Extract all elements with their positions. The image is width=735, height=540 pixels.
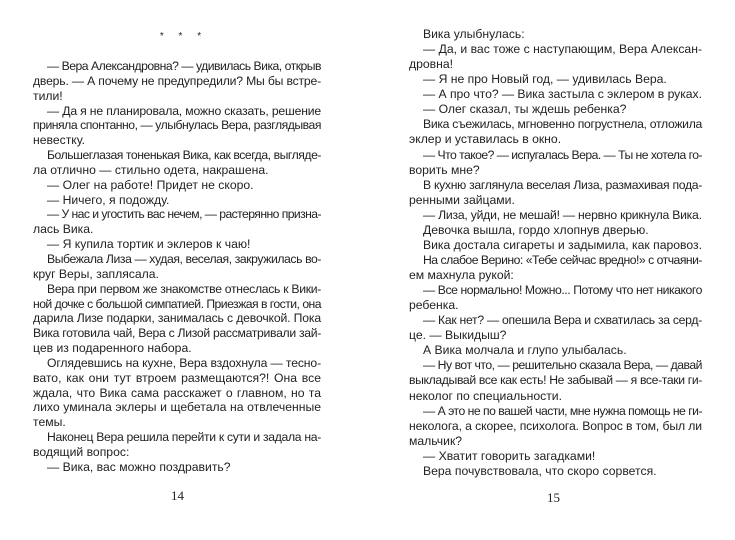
text-line-wrap bbox=[409, 42, 702, 57]
text-line: Вика улыбнулась: bbox=[423, 27, 525, 41]
text-line: дверь. — А почему не предупредили? Мы бы встре- bbox=[33, 73, 321, 88]
text-line-wrap bbox=[409, 72, 702, 87]
text-line-wrap bbox=[409, 389, 702, 404]
text-line-wrap bbox=[409, 358, 702, 373]
text-line: На слабое Верино: «Тебе сейчас вредно!» с отчаяни- bbox=[423, 252, 702, 267]
text-line: — А это не по вашей части, мне нужна помощь не ги- bbox=[423, 403, 702, 418]
paragraph bbox=[409, 87, 702, 102]
text-line-wrap bbox=[33, 59, 321, 74]
paragraph bbox=[409, 208, 702, 223]
text-line: — Хватит говорить загадками! bbox=[423, 448, 596, 463]
text-line-wrap bbox=[409, 373, 702, 388]
paragraph bbox=[33, 430, 321, 460]
paragraph bbox=[409, 358, 702, 403]
text-line-wrap bbox=[33, 222, 321, 237]
paragraph bbox=[409, 178, 702, 208]
text-line-wrap bbox=[409, 27, 702, 42]
text-line-wrap bbox=[409, 298, 702, 313]
text-line-wrap bbox=[409, 253, 702, 268]
right-page bbox=[367, 0, 735, 540]
paragraph bbox=[409, 72, 702, 87]
text-line-wrap bbox=[33, 356, 321, 371]
text-line-wrap bbox=[33, 178, 321, 193]
text-line: В кухню заглянула веселая Лиза, размахивая пода- bbox=[423, 177, 702, 192]
text-line: ла отлично — стильно одета, накрашена. bbox=[33, 162, 269, 177]
text-line: Девочка вышла, гордо хлопнув дверью. bbox=[423, 222, 649, 237]
text-line: — Я не про Новый год, — удивилась Вера. bbox=[423, 72, 667, 87]
text-line: — Олег на работе! Придет не скоро. bbox=[47, 177, 254, 192]
paragraph bbox=[409, 102, 702, 117]
text-line: — Что такое? — испугалась Вера. — Ты не хотела го- bbox=[423, 147, 702, 162]
text-line-wrap bbox=[33, 207, 321, 222]
text-line-wrap bbox=[409, 449, 702, 464]
page-number: 15 bbox=[547, 490, 560, 505]
paragraph bbox=[409, 238, 702, 253]
text-line: вато, как они тут втроем размещаются?! Она все bbox=[33, 370, 321, 385]
text-line: це. — Выкидыш? bbox=[409, 328, 507, 343]
paragraph bbox=[33, 252, 321, 282]
text-line-wrap bbox=[33, 282, 321, 297]
text-line: цев из подаренного набора. bbox=[33, 341, 192, 356]
text-line: Вера почувствовала, что скоро сорвется. bbox=[423, 463, 657, 478]
text-line-wrap bbox=[33, 311, 321, 326]
text-line-wrap bbox=[409, 178, 702, 193]
text-line-wrap bbox=[409, 464, 702, 479]
paragraph bbox=[33, 282, 321, 356]
text-line-wrap bbox=[33, 148, 321, 163]
text-line: эклер и уставилась в окно. bbox=[409, 132, 562, 147]
left-page bbox=[0, 0, 367, 540]
text-line: — Как нет? — опешила Вера и схватилась за серд- bbox=[423, 313, 702, 328]
text-line-wrap bbox=[409, 148, 702, 163]
text-line: — Все нормально! Можно... Потому что нет никакого bbox=[423, 283, 702, 298]
page-number: 14 bbox=[171, 488, 184, 503]
paragraph bbox=[409, 313, 702, 343]
text-line-wrap bbox=[409, 268, 702, 283]
paragraph bbox=[33, 104, 321, 149]
text-line: Вика готовила чай, Вера с Лизой рассматривали зай- bbox=[33, 326, 321, 341]
text-line-wrap bbox=[33, 163, 321, 178]
text-line-wrap bbox=[409, 238, 702, 253]
right-page-text bbox=[409, 27, 702, 479]
text-line-wrap bbox=[33, 445, 321, 460]
text-line: мальчик? bbox=[409, 433, 463, 448]
text-line-wrap bbox=[33, 326, 321, 341]
text-line-wrap bbox=[409, 193, 702, 208]
text-line-wrap bbox=[33, 400, 321, 415]
text-line-wrap bbox=[33, 74, 321, 89]
text-line-wrap bbox=[33, 193, 321, 208]
text-line: Вика достала сигареты и задымила, как паровоз. bbox=[423, 237, 702, 252]
text-line-wrap bbox=[33, 252, 321, 267]
text-line: — Олег сказал, ты ждешь ребенка? bbox=[423, 102, 627, 117]
text-line-wrap bbox=[409, 57, 702, 72]
text-line: ем махнула рукой: bbox=[409, 268, 514, 282]
paragraph bbox=[33, 207, 321, 237]
text-line-wrap bbox=[409, 87, 702, 102]
text-line: Наконец Вера решила перейти к сути и задала на- bbox=[47, 430, 321, 445]
text-line: — Да, и вас тоже с наступающим, Вера Алексан- bbox=[423, 42, 702, 57]
text-line-wrap bbox=[409, 434, 702, 449]
text-line: — Ну вот что, — решительно сказала Вера, — давай bbox=[423, 358, 702, 373]
text-line-wrap bbox=[409, 117, 702, 132]
text-line: ной дочке с большой симпатией. Приезжая в гости, она bbox=[33, 296, 321, 311]
text-line: — У нас и угостить вас нечем, — растерянно призна- bbox=[47, 207, 321, 222]
section-separator: * * * bbox=[159, 31, 208, 42]
text-line-wrap bbox=[409, 102, 702, 117]
text-line: — Да я не планировала, можно сказать, решение bbox=[47, 103, 321, 118]
text-line: — А про что? — Вика застыла с эклером в руках. bbox=[423, 87, 702, 102]
text-line: выкладывай все как есть! Не забывай — я все-таки ги- bbox=[409, 373, 702, 388]
text-line-wrap bbox=[33, 104, 321, 119]
text-line-wrap bbox=[409, 404, 702, 419]
text-line-wrap bbox=[33, 267, 321, 282]
text-line: — Лиза, уйди, не мешай! — нервно крикнула Вика. bbox=[423, 207, 702, 222]
text-line: приняла спонтанно, — улыбнулась Вера, разглядывая bbox=[33, 118, 321, 133]
paragraph bbox=[409, 117, 702, 147]
text-line: неколога, а скорее, психолога. Вопрос в том, был ли bbox=[409, 418, 702, 433]
text-line: неколог по специальности. bbox=[409, 388, 562, 403]
paragraph bbox=[409, 449, 702, 464]
paragraph bbox=[409, 343, 702, 358]
text-line: тили! bbox=[33, 88, 63, 103]
text-line: ренными зайцами. bbox=[409, 192, 515, 207]
paragraph bbox=[33, 237, 321, 252]
text-line: дарила Лизе подарки, занималась с девочкой. Пока bbox=[33, 311, 321, 326]
text-line: ворить мне? bbox=[409, 162, 480, 177]
text-line-wrap bbox=[33, 430, 321, 445]
text-line-wrap bbox=[409, 419, 702, 434]
text-line: ждала, что Вика сама расскажет о главном, но та bbox=[33, 385, 321, 400]
paragraph bbox=[409, 42, 702, 72]
text-line-wrap bbox=[33, 297, 321, 312]
left-page-text bbox=[33, 59, 321, 475]
text-line-wrap bbox=[409, 283, 702, 298]
text-line-wrap bbox=[33, 133, 321, 148]
text-line-wrap bbox=[33, 118, 321, 133]
text-line: — Вика, вас можно поздравить? bbox=[47, 459, 231, 474]
text-line: невестку. bbox=[33, 133, 86, 148]
paragraph bbox=[33, 460, 321, 475]
text-line-wrap bbox=[409, 328, 702, 343]
text-line-wrap bbox=[409, 208, 702, 223]
text-line: — Ничего, я подожду. bbox=[47, 192, 170, 207]
text-line: Выбежала Лиза — худая, веселая, закружилась во- bbox=[47, 251, 321, 266]
text-line: — Вера Александровна? — удивилась Вика, открыв bbox=[47, 59, 321, 73]
text-line-wrap bbox=[33, 237, 321, 252]
text-line: Большеглазая тоненькая Вика, как всегда, выгляде- bbox=[47, 148, 321, 163]
text-line-wrap bbox=[409, 343, 702, 358]
text-line-wrap bbox=[33, 386, 321, 401]
text-line: — Я купила тортик и эклеров к чаю! bbox=[47, 237, 251, 252]
text-line-wrap bbox=[33, 89, 321, 104]
text-line-wrap bbox=[33, 371, 321, 386]
text-line-wrap bbox=[409, 313, 702, 328]
paragraph bbox=[409, 404, 702, 449]
paragraph bbox=[33, 356, 321, 430]
text-line: ребенка. bbox=[409, 298, 459, 313]
text-line-wrap bbox=[33, 415, 321, 430]
text-line-wrap bbox=[33, 460, 321, 475]
paragraph bbox=[33, 193, 321, 208]
paragraph bbox=[33, 148, 321, 178]
paragraph bbox=[409, 283, 702, 313]
text-line: Вика съежилась, мгновенно погрустнела, отложила bbox=[423, 117, 702, 132]
paragraph bbox=[409, 253, 702, 283]
text-line-wrap bbox=[409, 223, 702, 238]
text-line: лихо уминала эклеры и щебетала на отвлеченные bbox=[33, 400, 321, 415]
text-line: А Вика молчала и глупо улыбалась. bbox=[423, 343, 627, 358]
text-line: дровна! bbox=[409, 57, 454, 72]
paragraph bbox=[33, 178, 321, 193]
text-line-wrap bbox=[409, 132, 702, 147]
text-line-wrap bbox=[33, 341, 321, 356]
paragraph bbox=[409, 464, 702, 479]
text-line: водящий вопрос: bbox=[33, 444, 130, 459]
text-line: Оглядевшись на кухне, Вера вздохнула — тесно- bbox=[47, 355, 321, 370]
paragraph bbox=[409, 148, 702, 178]
paragraph bbox=[33, 59, 321, 104]
text-line: Вера при первом же знакомстве отнеслась к Вики- bbox=[47, 281, 321, 296]
text-line: круг Веры, заплясала. bbox=[33, 266, 159, 281]
paragraph bbox=[409, 27, 702, 42]
text-line-wrap bbox=[409, 163, 702, 178]
text-line: лась Вика. bbox=[33, 222, 94, 237]
text-line: темы. bbox=[33, 415, 66, 430]
paragraph bbox=[409, 223, 702, 238]
